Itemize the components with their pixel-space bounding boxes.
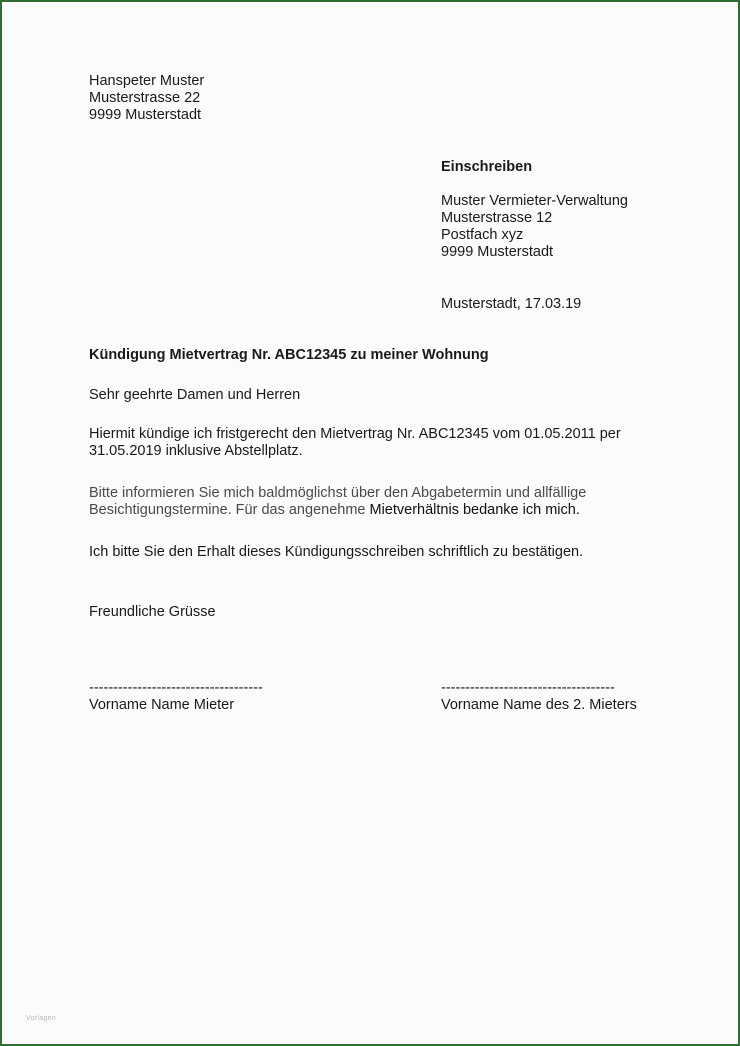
- signature-label-left: Vorname Name Mieter: [89, 697, 235, 713]
- recipient-street: Musterstrasse 12: [441, 210, 553, 226]
- recipient-name: Muster Vermieter-Verwaltung: [441, 193, 628, 209]
- sender-address: [89, 73, 204, 124]
- signature-right: [441, 680, 637, 714]
- subject-line: Kündigung Mietvertrag Nr. ABC12345 zu meiner Wohnung: [89, 347, 489, 363]
- watermark: Vorlagen: [26, 1015, 57, 1022]
- body-p2-line1: Bitte informieren Sie mich baldmöglichst über den Abgabetermin und allfällige: [89, 485, 587, 501]
- signature-line-right: ------------------------------------: [441, 680, 615, 696]
- body-p1-line2: 31.05.2019 inklusive Abstellplatz.: [89, 443, 303, 459]
- delivery-note: Einschreiben: [441, 159, 533, 175]
- body-p2-line2-end: Mietverhältnis bedanke ich mich.: [369, 502, 580, 518]
- body-p2-line2: [89, 502, 586, 519]
- signature-label-right: Vorname Name des 2. Mieters: [441, 697, 637, 713]
- body-paragraph-3: Ich bitte Sie den Erhalt dieses Kündigungsschreiben schriftlich zu bestätigen.: [89, 544, 584, 560]
- recipient-postbox: Postfach xyz: [441, 227, 524, 243]
- sender-city: 9999 Musterstadt: [89, 107, 202, 123]
- closing: Freundliche Grüsse: [89, 604, 216, 620]
- body-p2-line2-start: Besichtigungstermine. Für das angenehme: [89, 502, 370, 518]
- sender-street: Musterstrasse 22: [89, 90, 201, 106]
- body-p1-line1: Hiermit kündige ich fristgerecht den Mietvertrag Nr. ABC12345 vom 01.05.2011 per: [89, 426, 621, 442]
- body-paragraph-2: [89, 485, 586, 519]
- place-date: Musterstadt, 17.03.19: [441, 296, 582, 312]
- body-paragraph-1: [89, 426, 621, 460]
- salutation: Sehr geehrte Damen und Herren: [89, 387, 301, 403]
- signature-left: [89, 680, 263, 714]
- recipient-city: 9999 Musterstadt: [441, 244, 554, 260]
- sender-name: Hanspeter Muster: [89, 73, 205, 89]
- signature-line-left: ------------------------------------: [89, 680, 263, 696]
- recipient-address: [441, 193, 628, 261]
